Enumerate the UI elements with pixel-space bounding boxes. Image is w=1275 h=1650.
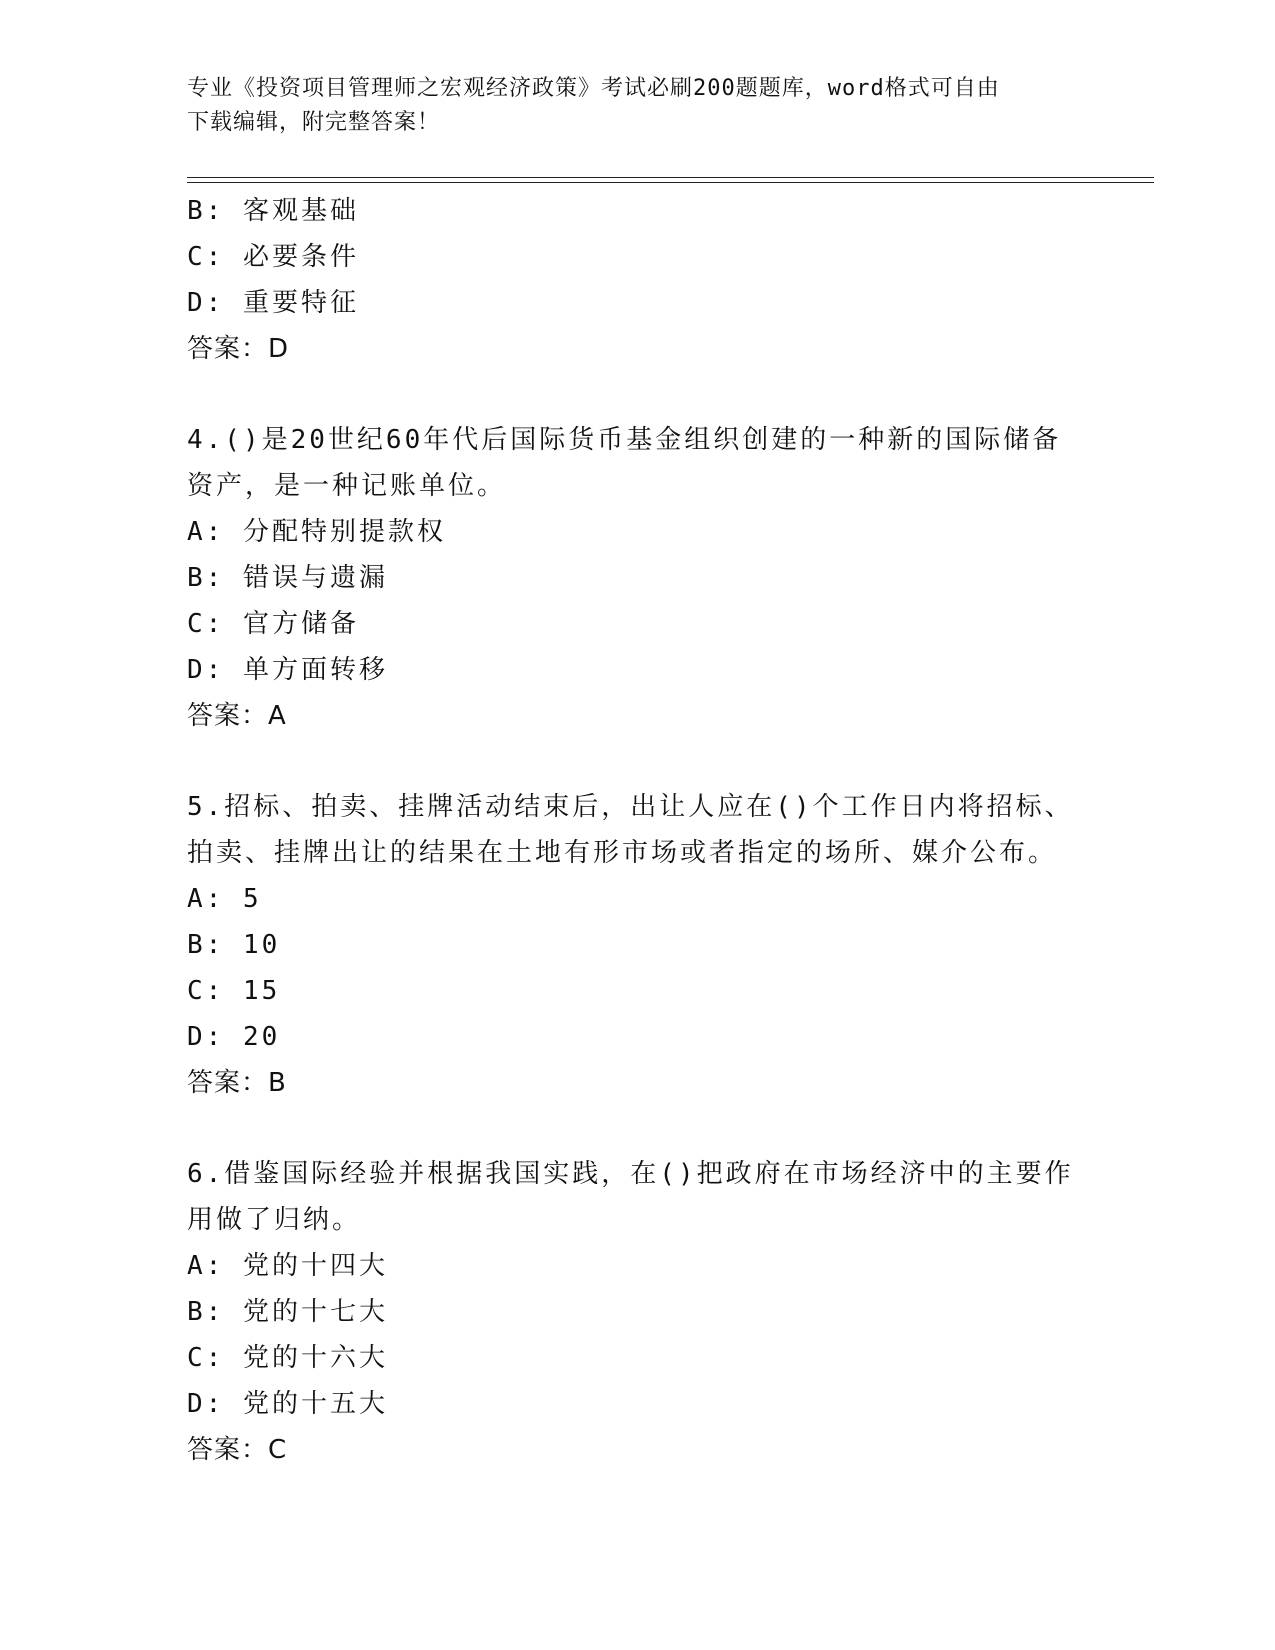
document-header <box>187 72 1067 140</box>
spacer <box>187 372 1087 417</box>
answer: 答案：A <box>187 701 287 731</box>
question-4 <box>187 417 1087 739</box>
question-stem-line: 用做了归纳。 <box>187 1205 362 1235</box>
header-line-1: 专业《投资项目管理师之宏观经济政策》考试必刷200题题库，word格式可自由 <box>187 76 1000 101</box>
option-d: D: 20 <box>187 1022 281 1052</box>
header-rule-top <box>187 177 1154 178</box>
option-b: B: 10 <box>187 930 281 960</box>
option-c: C: 官方储备 <box>187 609 359 639</box>
option-a: A: 党的十四大 <box>187 1251 388 1281</box>
option-d: D: 重要特征 <box>187 288 359 318</box>
option-a: A: 分配特别提款权 <box>187 517 446 547</box>
option-b: B: 客观基础 <box>187 196 359 226</box>
question-5 <box>187 784 1087 1106</box>
question-stem-line: 资产，是一种记账单位。 <box>187 471 507 501</box>
option-d: D: 单方面转移 <box>187 655 388 685</box>
option-a: A: 5 <box>187 884 262 914</box>
question-6 <box>187 1151 1087 1473</box>
header-rule-bottom <box>187 182 1154 183</box>
spacer <box>187 1106 1087 1151</box>
question-stem-line: 6.借鉴国际经验并根据我国实践，在()把政府在市场经济中的主要作 <box>187 1159 1074 1189</box>
answer: 答案：D <box>187 334 290 364</box>
question-stem-line: 5.招标、拍卖、挂牌活动结束后，出让人应在()个工作日内将招标、 <box>187 792 1074 822</box>
option-b: B: 错误与遗漏 <box>187 563 388 593</box>
answer: 答案：C <box>187 1435 288 1465</box>
question-3-tail <box>187 188 1087 372</box>
spacer <box>187 739 1087 784</box>
option-b: B: 党的十七大 <box>187 1297 388 1327</box>
question-stem-line: 4.()是20世纪60年代后国际货币基金组织创建的一种新的国际储备 <box>187 425 1062 455</box>
header-line-2: 下载编辑，附完整答案！ <box>187 110 441 135</box>
answer: 答案：B <box>187 1068 287 1098</box>
option-c: C: 党的十六大 <box>187 1343 388 1373</box>
question-stem-line: 拍卖、挂牌出让的结果在土地有形市场或者指定的场所、媒介公布。 <box>187 838 1058 868</box>
option-c: C: 必要条件 <box>187 242 359 272</box>
option-d: D: 党的十五大 <box>187 1389 388 1419</box>
question-list <box>187 188 1087 1473</box>
option-c: C: 15 <box>187 976 281 1006</box>
